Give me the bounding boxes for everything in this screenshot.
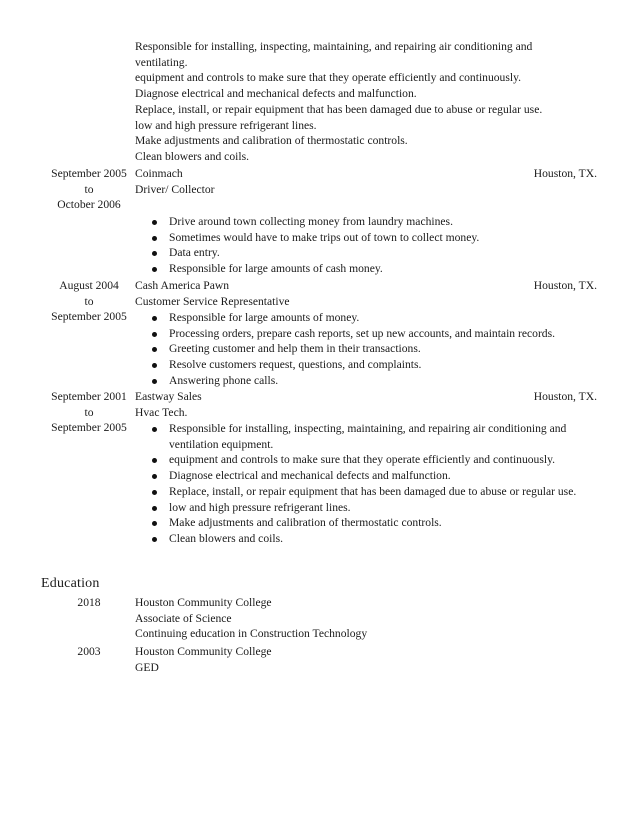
list-item: low and high pressure refrigerant lines. [148, 500, 593, 516]
job-title: Driver/ Collector [135, 183, 215, 196]
date-from: September 2001 [51, 390, 127, 403]
job-location: Houston, TX. [533, 390, 597, 403]
degree: Associate of Science [135, 611, 232, 625]
education-entry [135, 595, 367, 642]
job-duties-list [148, 214, 593, 277]
list-item: Clean blowers and coils. [148, 531, 593, 547]
date-to-word: to [84, 182, 94, 196]
description-line: Make adjustments and calibration of thermostatic controls. [135, 134, 408, 148]
bullet-icon [152, 474, 157, 479]
list-item: Answering phone calls. [148, 373, 593, 389]
bullet-icon [152, 521, 157, 526]
previous-job-description [135, 39, 590, 165]
list-item: Responsible for large amounts of cash money. [148, 261, 593, 277]
job-location: Houston, TX. [533, 167, 597, 180]
bullet-icon [152, 251, 157, 256]
education-heading: Education [41, 576, 100, 591]
description-line: Replace, install, or repair equipment that has been damaged due to abuse or regular use. [135, 102, 543, 116]
job-location: Houston, TX. [533, 279, 597, 292]
school-name: Houston Community College [135, 596, 272, 609]
description-line: equipment and controls to make sure that they operate efficiently and continuously. [135, 71, 522, 85]
bullet-icon [152, 316, 157, 321]
list-item: Resolve customers request, questions, and complaints. [148, 357, 593, 373]
job-dates [40, 278, 138, 325]
date-from: August 2004 [59, 279, 119, 292]
degree: GED [135, 660, 159, 674]
list-item: Responsible for large amounts of money. [148, 310, 593, 326]
list-item: Data entry. [148, 245, 593, 261]
description-line: ventilating. [135, 55, 188, 69]
list-item: Greeting customer and help them in their transactions. [148, 341, 593, 357]
list-item: equipment and controls to make sure that they operate efficiently and continuously. [148, 452, 593, 468]
description-line: Clean blowers and coils. [135, 149, 249, 163]
list-item: Sometimes would have to make trips out of town to collect money. [148, 230, 593, 246]
description-line: Diagnose electrical and mechanical defects and malfunction. [135, 87, 417, 101]
bullet-icon [152, 490, 157, 495]
bullet-icon [152, 506, 157, 511]
list-item: Diagnose electrical and mechanical defects and malfunction. [148, 468, 593, 484]
company-name: Eastway Sales [135, 390, 202, 403]
bullet-icon [152, 267, 157, 272]
job-title: Customer Service Representative [135, 295, 290, 308]
date-to: September 2005 [51, 421, 127, 435]
bullet-icon [152, 458, 157, 463]
date-to-word: to [84, 405, 94, 419]
list-item: Processing orders, prepare cash reports, set up new accounts, and maintain records. [148, 326, 593, 342]
description-line: Responsible for installing, inspecting, maintaining, and repairing air conditioning and [135, 40, 533, 53]
school-name: Houston Community College [135, 645, 272, 658]
job-duties-list [148, 421, 593, 547]
job-dates [40, 166, 138, 213]
bullet-icon [152, 347, 157, 352]
list-item: Drive around town collecting money from laundry machines. [148, 214, 593, 230]
date-from: September 2005 [51, 167, 127, 180]
job-duties-list [148, 310, 593, 389]
list-item: Responsible for installing, inspecting, maintaining, and repairing air conditioning and ventilation equipment. [148, 421, 593, 452]
job-title: Hvac Tech. [135, 406, 188, 419]
list-item: Make adjustments and calibration of thermostatic controls. [148, 515, 593, 531]
company-name: Coinmach [135, 167, 183, 180]
bullet-icon [152, 220, 157, 225]
education-year: 2018 [77, 596, 101, 609]
job-dates [40, 389, 138, 436]
education-note: Continuing education in Construction Technology [135, 627, 368, 641]
company-name: Cash America Pawn [135, 279, 230, 292]
education-entry [135, 644, 272, 675]
date-to: September 2005 [51, 310, 127, 324]
date-to: October 2006 [57, 198, 121, 212]
bullet-icon [152, 363, 157, 368]
bullet-icon [152, 427, 157, 432]
date-to-word: to [84, 294, 94, 308]
description-line: low and high pressure refrigerant lines. [135, 118, 317, 132]
bullet-icon [152, 332, 157, 337]
bullet-icon [152, 537, 157, 542]
education-year: 2003 [77, 645, 101, 658]
list-item: Replace, install, or repair equipment that has been damaged due to abuse or regular use. [148, 484, 593, 500]
bullet-icon [152, 236, 157, 241]
bullet-icon [152, 379, 157, 384]
